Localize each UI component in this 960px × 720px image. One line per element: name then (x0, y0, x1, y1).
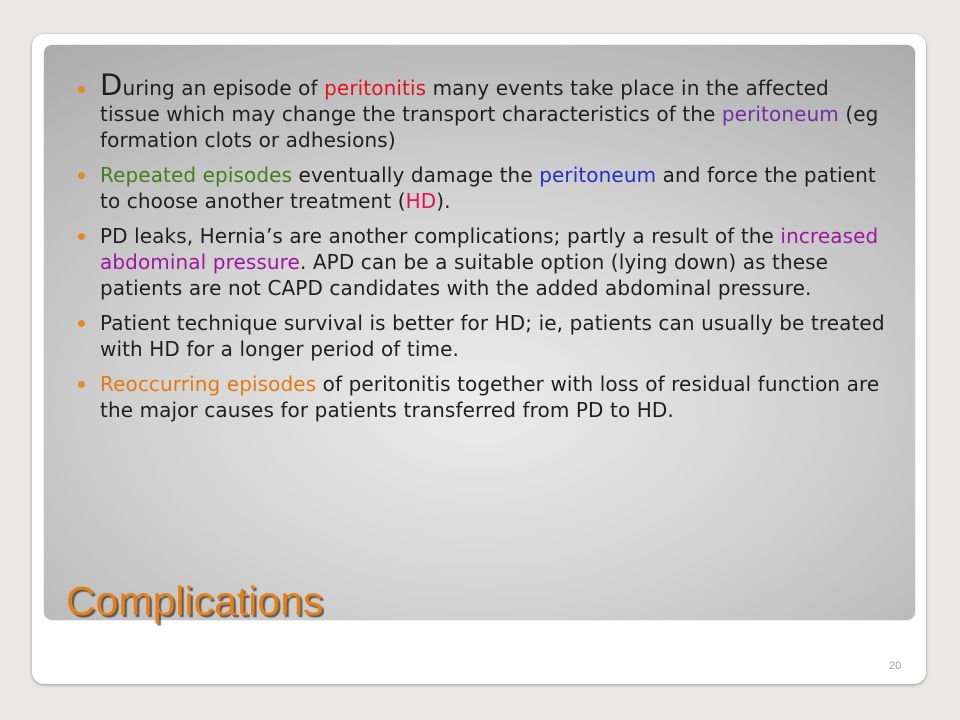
bullet-text-segment: increased abdominal pressure (100, 224, 879, 274)
bullet-text-segment: many events take place in the affected tissue which may change the transport characteristics of the (100, 76, 829, 126)
page-number: 20 (889, 660, 902, 672)
bullet-text-segment: peritonitis (324, 76, 427, 100)
bullet-text-segment: D (100, 68, 123, 102)
bullet-text-segment: Patient technique survival is better for HD; ie, patients can usually be treated with HD for a longer period of time. (100, 311, 885, 361)
bullet-text-segment: peritoneum (539, 163, 657, 187)
bullet-text-segment: HD (405, 189, 437, 213)
bullet-dot-icon (78, 172, 85, 179)
slide-title: Complications (66, 578, 324, 624)
bullet-item (78, 162, 886, 214)
bullet-item (78, 310, 886, 362)
bullet-text-segment: peritoneum (721, 102, 839, 126)
bullet-list (78, 68, 886, 432)
bullet-text-segment: and force the patient to choose another treatment ( (100, 163, 876, 213)
bullet-dot-icon (78, 86, 85, 93)
bullet-item (78, 223, 886, 301)
bullet-text-segment: PD leaks, Hernia’s are another complications; partly a result of the (100, 224, 781, 248)
bullet-dot-icon (78, 381, 85, 388)
bullet-text-segment: eventually damage the (292, 163, 540, 187)
bullet-dot-icon (78, 320, 85, 327)
bullet-text-segment: (eg formation clots or adhesions) (100, 102, 879, 152)
bullet-text-segment: uring an episode of (122, 76, 325, 100)
bullet-item (78, 68, 886, 153)
bullet-text-segment: ). (436, 189, 451, 213)
bullet-text-segment: Repeated episodes (100, 163, 293, 187)
bullet-dot-icon (78, 233, 85, 240)
bullet-text-segment: . APD can be a suitable option (lying down) as these patients are not CAPD candidates with the added abdominal pressure. (100, 250, 829, 300)
bullet-item (78, 371, 886, 423)
bullet-text-segment: of peritonitis together with loss of residual function are the major causes for patients transferred from PD to HD. (100, 372, 880, 422)
bullet-text-segment: Reoccurring episodes (100, 372, 317, 396)
